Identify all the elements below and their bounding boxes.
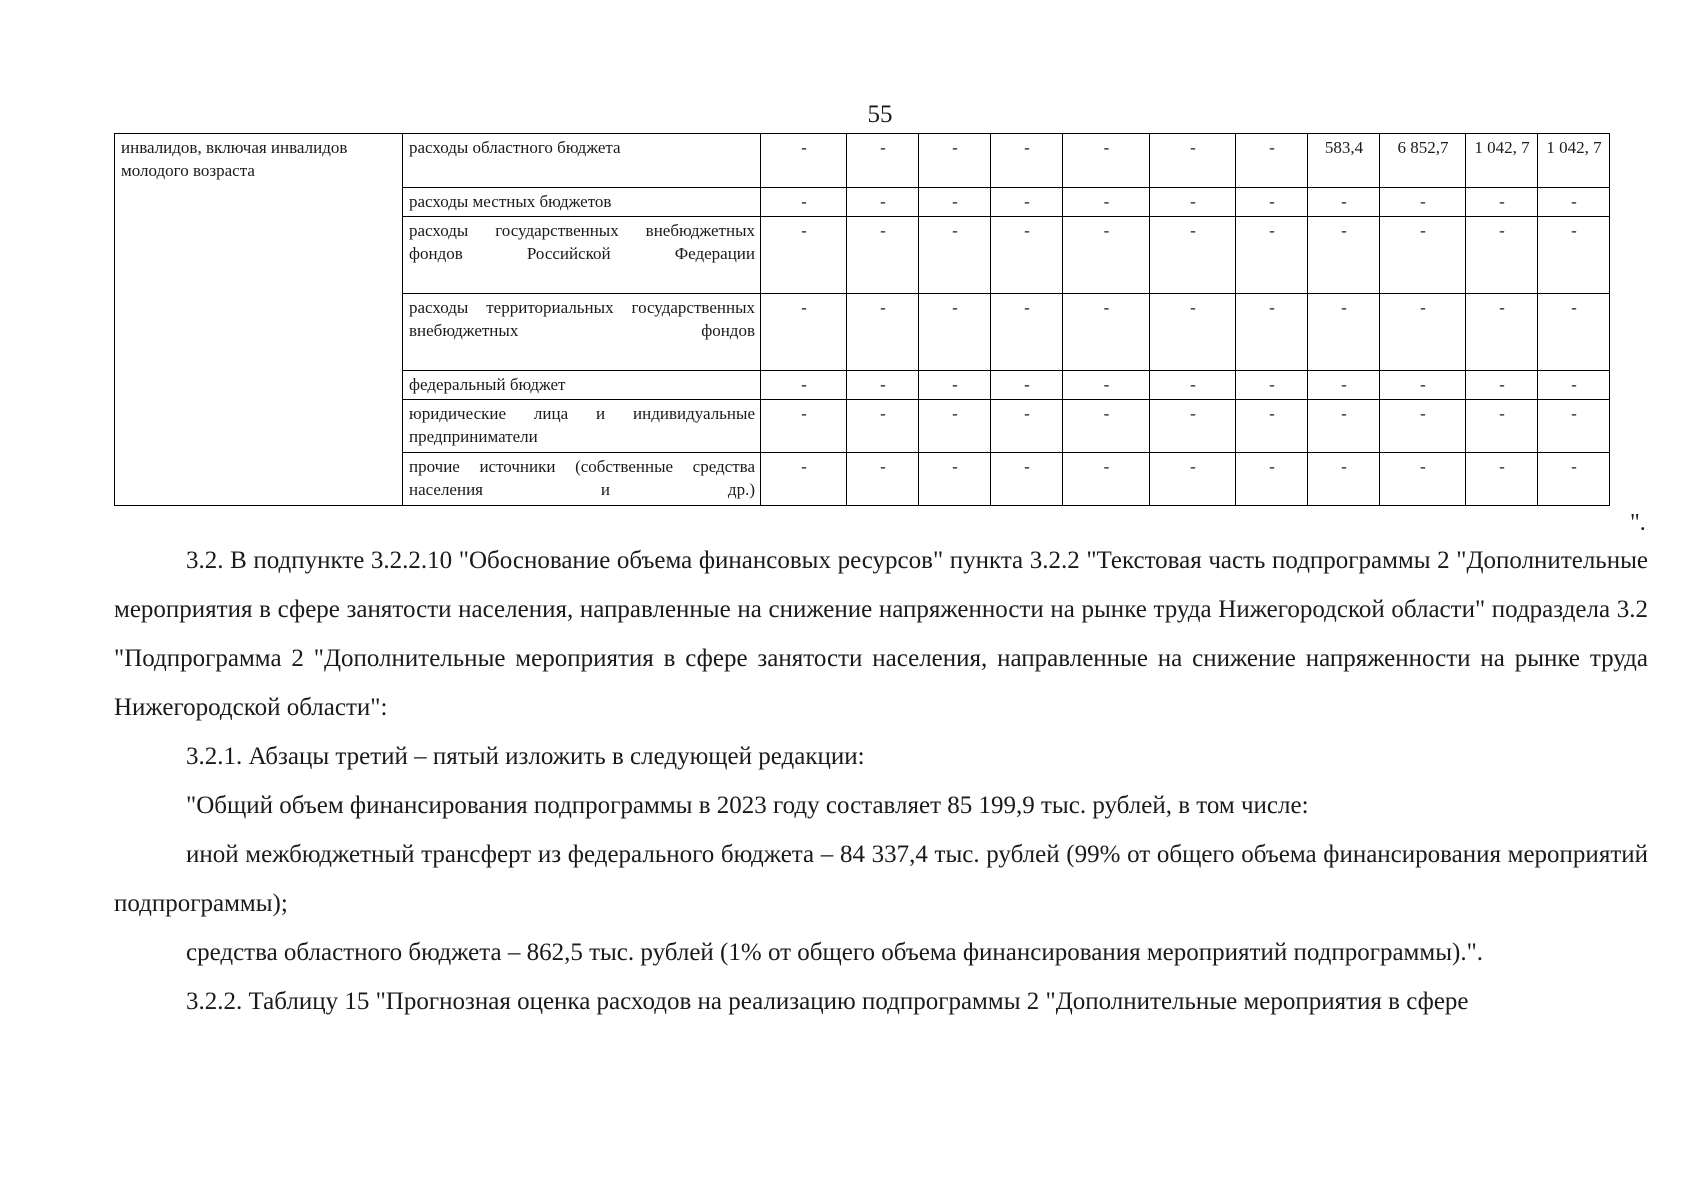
table-cell: - — [1150, 134, 1236, 188]
table-cell: - — [1063, 217, 1150, 294]
table-cell: - — [1236, 453, 1308, 506]
table-cell: - — [1063, 294, 1150, 371]
table-cell: - — [991, 371, 1063, 400]
table-cell: - — [919, 217, 991, 294]
table-cell: - — [1538, 400, 1610, 453]
row-group-label: инвалидов, включая инвалидов молодого возраста — [115, 134, 403, 506]
table-cell: - — [1466, 217, 1538, 294]
row-label: юридические лица и индивидуальные предприниматели — [403, 400, 761, 453]
paragraph: иной межбюджетный трансферт из федерального бюджета – 84 337,4 тыс. рублей (99% от общего объема финансирования мероприятий подпрограммы); — [114, 841, 1648, 917]
table-cell: - — [1063, 134, 1150, 188]
table-cell: - — [1308, 217, 1380, 294]
table-cell: - — [919, 134, 991, 188]
table-cell: - — [847, 453, 919, 506]
table-cell: 1 042, 7 — [1466, 134, 1538, 188]
table-cell: - — [1150, 400, 1236, 453]
table-cell: - — [919, 371, 991, 400]
table-cell: - — [1466, 453, 1538, 506]
table-cell: - — [1236, 371, 1308, 400]
table-cell: - — [1308, 453, 1380, 506]
table-cell: - — [1063, 371, 1150, 400]
table-cell: - — [1063, 188, 1150, 217]
table-cell: 1 042, 7 — [1538, 134, 1610, 188]
row-label: расходы государственных внебюджетных фондов Российской Федерации — [403, 217, 761, 294]
table-cell: - — [1236, 294, 1308, 371]
paragraph: "Общий объем финансирования подпрограммы в 2023 году составляет 85 199,9 тыс. рублей, в том числе: — [186, 792, 1309, 819]
table-cell: - — [1380, 400, 1466, 453]
financing-table — [114, 133, 1610, 506]
table-cell: - — [991, 400, 1063, 453]
table-cell: - — [919, 294, 991, 371]
table-cell: - — [1380, 453, 1466, 506]
table-cell: - — [919, 188, 991, 217]
table-cell: - — [1150, 217, 1236, 294]
paragraph: 3.2.1. Абзацы третий – пятый изложить в следующей редакции: — [186, 743, 865, 770]
table-cell: - — [1150, 371, 1236, 400]
table-cell: - — [1308, 400, 1380, 453]
paragraph: средства областного бюджета – 862,5 тыс. рублей (1% от общего объема финансирования мероприятий подпрограммы).". — [186, 939, 1484, 966]
table-cell: - — [1308, 188, 1380, 217]
table-cell: - — [1466, 400, 1538, 453]
paragraph: 3.2.2. Таблицу 15 "Прогнозная оценка расходов на реализацию подпрограммы 2 "Дополнительные мероприятия в сфере — [186, 988, 1469, 1015]
row-label: расходы местных бюджетов — [403, 188, 761, 217]
row-label: расходы территориальных государственных внебюджетных фондов — [403, 294, 761, 371]
table-cell: - — [1308, 371, 1380, 400]
closing-quote: ". — [1630, 510, 1646, 536]
table-cell: - — [1538, 188, 1610, 217]
table-cell: - — [1538, 453, 1610, 506]
table-cell: - — [991, 134, 1063, 188]
table-cell: - — [1236, 217, 1308, 294]
table-cell: - — [761, 217, 847, 294]
table-cell: - — [1466, 188, 1538, 217]
table-cell: - — [847, 134, 919, 188]
table-cell: - — [847, 371, 919, 400]
table-cell: - — [761, 188, 847, 217]
table-cell: - — [847, 217, 919, 294]
table-row — [115, 134, 1610, 188]
table-cell: 6 852,7 — [1380, 134, 1466, 188]
table-cell: - — [1466, 371, 1538, 400]
table-cell: - — [991, 453, 1063, 506]
table-cell: - — [1380, 188, 1466, 217]
table-cell: - — [1466, 294, 1538, 371]
table-cell: - — [1150, 453, 1236, 506]
paragraph: 3.2. В подпункте 3.2.2.10 "Обоснование объема финансовых ресурсов" пункта 3.2.2 "Текстовая часть подпрограммы 2 "Дополнительные мероприятия в сфере занятости населения, направленные на снижение напряженности на рынке труда Нижегородской области" подраздела 3.2 "Подпрограмма 2 "Дополнительные мероприятия в сфере занятости населения, направленные на снижение напряженности на рынке труда Нижегородской области": — [114, 547, 1648, 721]
table-cell: - — [1538, 294, 1610, 371]
table-cell: - — [1380, 217, 1466, 294]
table-cell: - — [991, 188, 1063, 217]
body-text — [114, 536, 1648, 1026]
table-cell: - — [761, 453, 847, 506]
table-cell: - — [761, 400, 847, 453]
row-label: федеральный бюджет — [403, 371, 761, 400]
table-cell: - — [1380, 371, 1466, 400]
table-cell: - — [847, 294, 919, 371]
page-number: 55 — [867, 101, 893, 128]
table-cell: - — [919, 400, 991, 453]
table-cell: - — [1063, 400, 1150, 453]
table-cell: - — [1063, 453, 1150, 506]
table-cell: - — [847, 188, 919, 217]
table-cell: - — [1308, 294, 1380, 371]
table-cell: - — [919, 453, 991, 506]
table-cell: - — [1150, 188, 1236, 217]
table-cell: - — [1236, 400, 1308, 453]
table-cell: - — [761, 294, 847, 371]
table-cell: - — [1236, 134, 1308, 188]
table-cell: - — [761, 371, 847, 400]
table-cell: - — [1236, 188, 1308, 217]
table-cell: - — [991, 294, 1063, 371]
table-cell: - — [1538, 371, 1610, 400]
table-cell: - — [991, 217, 1063, 294]
row-label: расходы областного бюджета — [403, 134, 761, 188]
table-cell: - — [1380, 294, 1466, 371]
table-cell: - — [1538, 217, 1610, 294]
table-cell: - — [847, 400, 919, 453]
table-cell: - — [761, 134, 847, 188]
row-label: прочие источники (собственные средства населения и др.) — [403, 453, 761, 506]
table-cell: 583,4 — [1308, 134, 1380, 188]
table-cell: - — [1150, 294, 1236, 371]
